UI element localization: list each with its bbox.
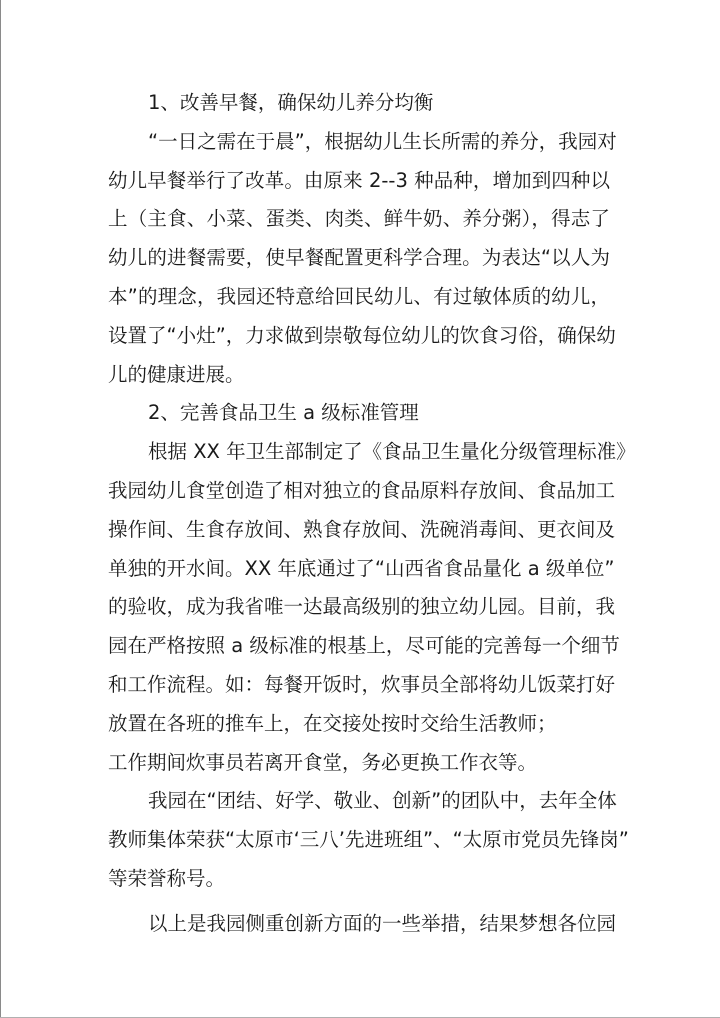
paragraph-line: 我园在“团结、好学、敬业、创新”的团队中，去年全体 — [148, 789, 617, 813]
paragraph-line: 根据 XX 年卫生部制定了《食品卫生量化分级管理标准》 — [148, 440, 636, 464]
section-heading-breakfast: 1、改善早餐，确保幼儿养分均衡 — [148, 91, 434, 114]
paragraph-line: 园在严格按照 a 级标准的根基上，尽可能的完善每一个细节 — [108, 634, 620, 658]
paragraph-line: 我园幼儿食堂创造了相对独立的食品原料存放间、食品加工 — [108, 478, 616, 502]
paragraph-line: 工作期间炊事员若离开食堂，务必更换工作衣等。 — [108, 750, 538, 774]
paragraph-line: 设置了“小灶”，力求做到崇敬每位幼儿的饮食习俗，确保幼 — [108, 323, 616, 347]
paragraph-line: 单独的开水间。XX 年底通过了“山西省食品量化 a 级单位” — [108, 556, 615, 580]
paragraph-line: 的验收，成为我省唯一达最高级别的独立幼儿园。目前，我 — [108, 595, 616, 619]
paragraph-line: 幼儿的进餐需要，使早餐配置更科学合理。为表达“以人为 — [108, 246, 610, 270]
paragraph-line: 上（主食、小菜、蛋类、肉类、鲜牛奶、养分粥），得志了 — [108, 207, 610, 231]
page-left-border — [0, 0, 1, 1018]
paragraph-line: 教师集体荣获“太原市‘三八’先进班组”、“太原市党员先锋岗” — [108, 828, 629, 852]
paragraph-line: 等荣誉称号。 — [108, 866, 226, 890]
paragraph-line: 以上是我园侧重创新方面的一些举措，结果梦想各位园 — [148, 911, 617, 935]
paragraph-line: 儿的健康进展。 — [108, 362, 245, 386]
paragraph-line: “一日之需在于晨”，根据幼儿生长所需的养分，我园对 — [148, 129, 617, 153]
paragraph-line: 放置在各班的推车上，在交接处按时交给生活教师； — [108, 711, 557, 735]
section-heading-food-hygiene: 2、完善食品卫生 a 级标准管理 — [148, 401, 419, 425]
paragraph-line: 幼儿早餐举行了改革。由原来 2--3 种品种，增加到四种以 — [108, 168, 610, 192]
paragraph-line: 和工作流程。如：每餐开饭时，炊事员全部将幼儿饭菜打好 — [108, 672, 616, 696]
paragraph-line: 操作间、生食存放间、熟食存放间、洗碗消毒间、更衣间及 — [108, 517, 616, 541]
document-body — [108, 84, 636, 944]
paragraph-line: 本”的理念，我园还特意给回民幼儿、有过敏体质的幼儿， — [108, 284, 610, 308]
